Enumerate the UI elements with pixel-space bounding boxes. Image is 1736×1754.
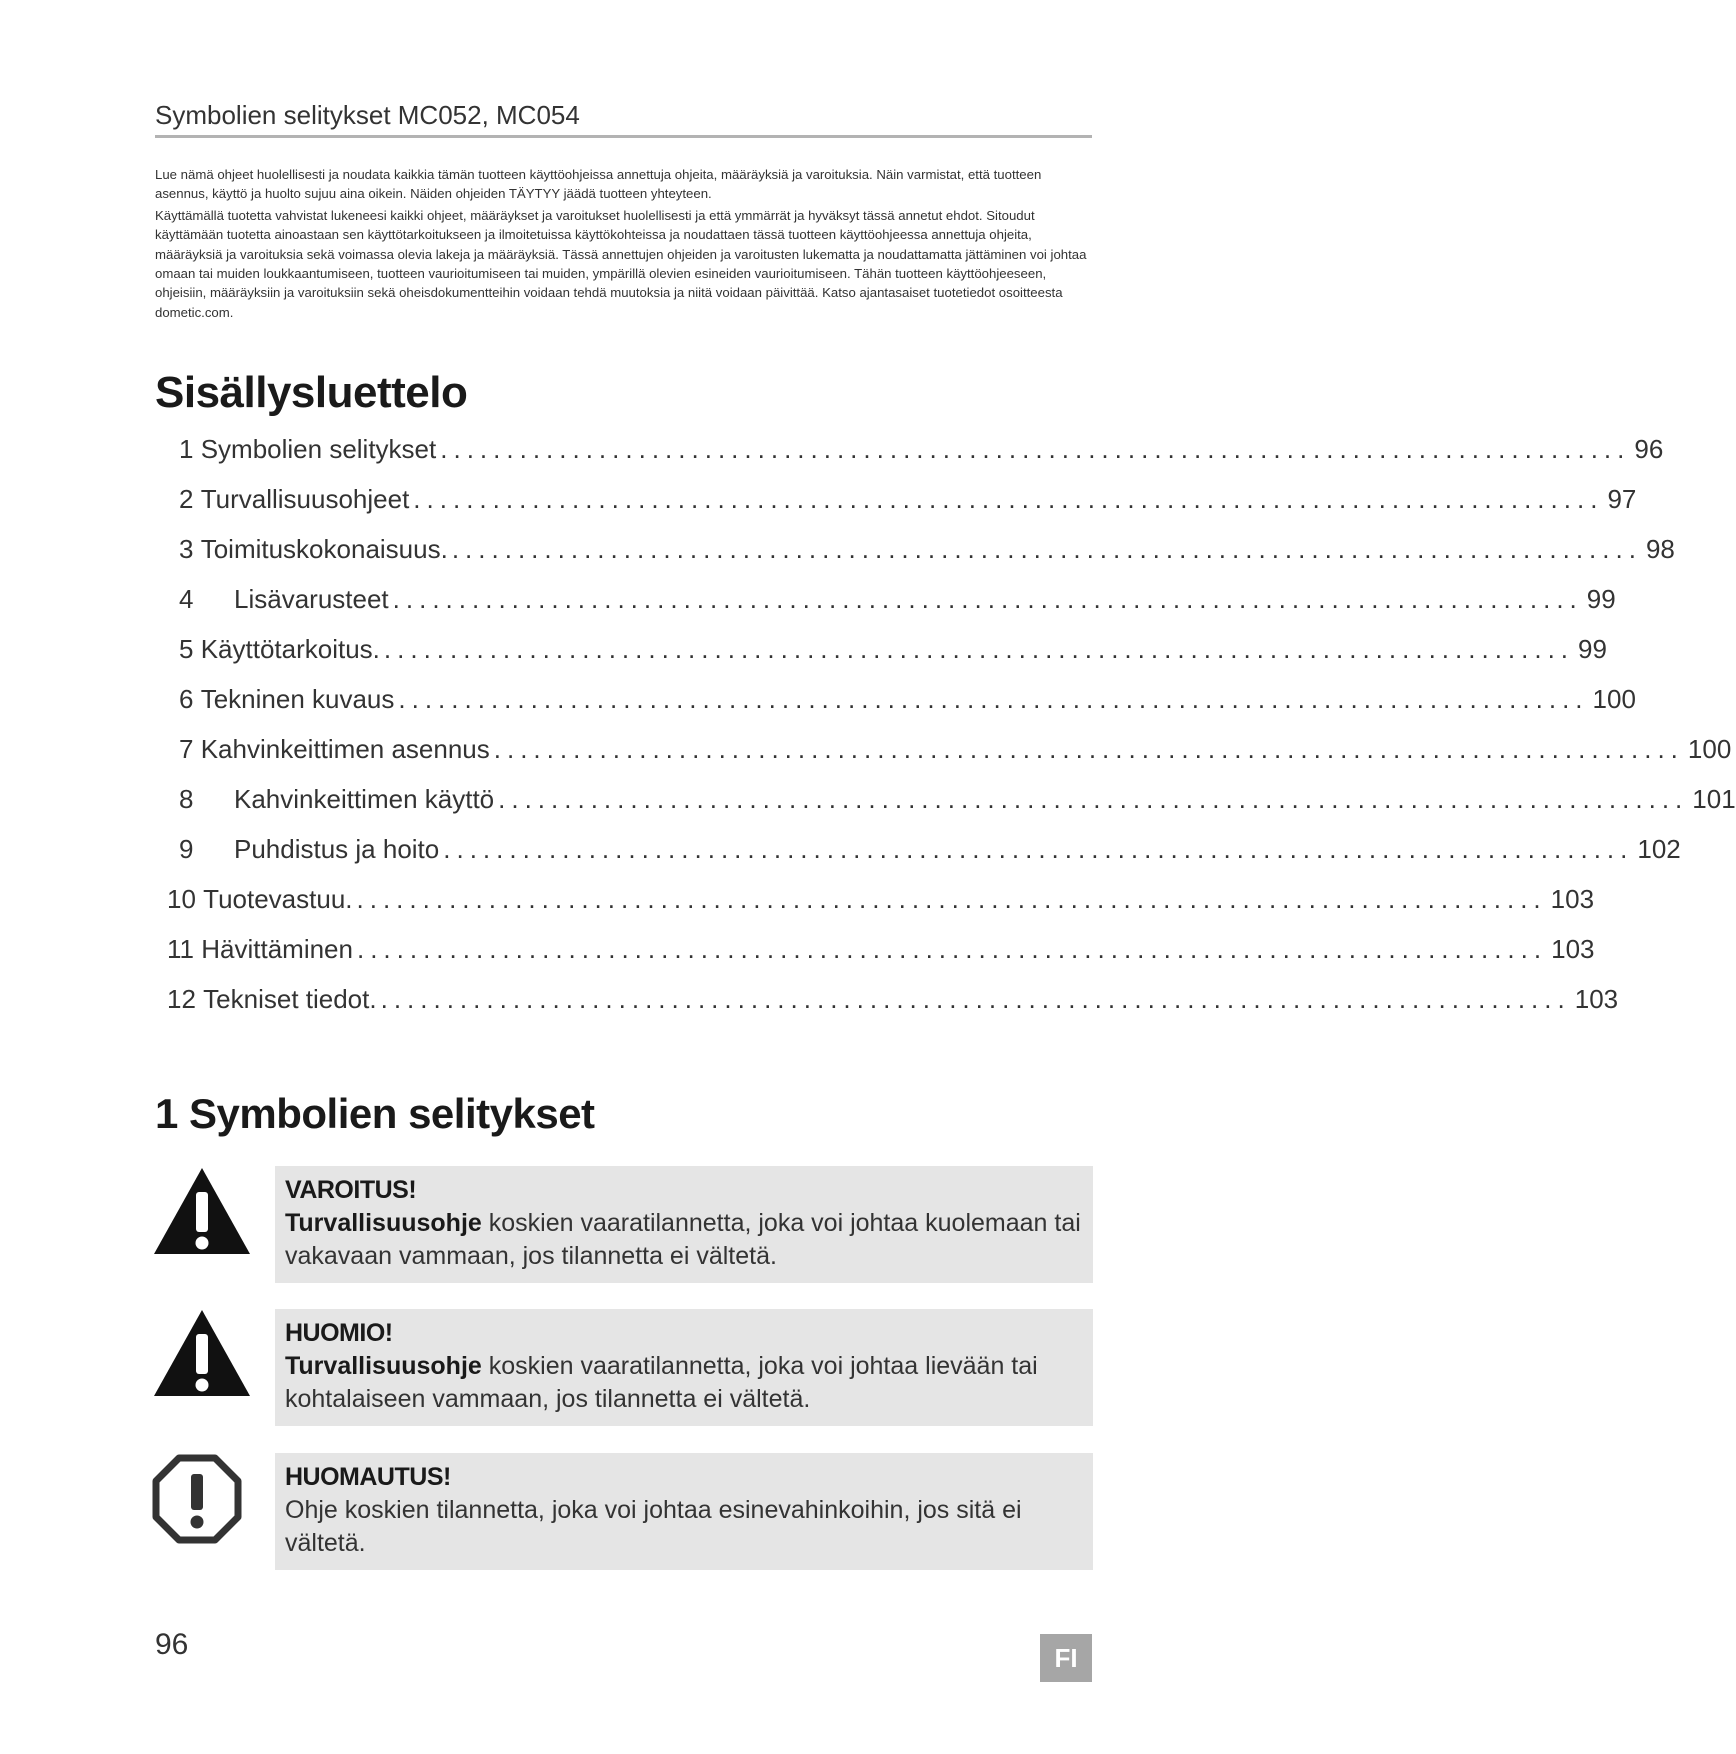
toc-entry-page: 103 — [1550, 884, 1595, 914]
toc-entry-page: 99 — [1586, 584, 1616, 614]
notice-strong-label: Turvallisuusohje — [285, 1209, 482, 1237]
toc-entry-page: 103 — [1551, 934, 1595, 964]
toc-entry[interactable] — [167, 984, 1619, 1020]
toc-leader: .......................................................................................... — [356, 934, 1548, 964]
toc-entry[interactable] — [167, 884, 1595, 920]
notice-title: HUOMAUTUS! — [285, 1463, 451, 1491]
notice-text: Ohje koskien tilannetta, joka voi johtaa esinevahinkoihin, jos sitä ei vältetä. — [285, 1496, 1022, 1557]
toc-entry-label: Tekninen kuvaus — [200, 684, 395, 714]
notice-text: koskien vaaratilannetta, joka voi johtaa lievään tai kohtalaiseen vammaan, jos tilannetta ei vältetä. — [285, 1352, 1038, 1413]
notice-body — [285, 1350, 1083, 1416]
notice-strong-label: Turvallisuusohje — [285, 1352, 482, 1380]
toc-entry-label: Tekniset tiedot. — [203, 984, 377, 1014]
toc-entry-page: 100 — [1592, 684, 1636, 714]
toc-entry[interactable] — [167, 934, 1595, 970]
toc-entry-number: 4 — [179, 584, 194, 614]
toc-entry-label: Toimituskokonaisuus. — [200, 534, 448, 564]
warning-triangle-icon — [152, 1166, 252, 1258]
toc-leader: .......................................................................................... — [398, 684, 1589, 714]
toc-entry-page: 99 — [1578, 634, 1607, 664]
toc-entry-page: 97 — [1607, 484, 1637, 514]
toc-entry[interactable] — [179, 584, 1616, 620]
toc-entry[interactable] — [179, 734, 1732, 770]
toc-leader: .......................................................................................... — [493, 734, 1684, 764]
page-header: Symbolien selitykset MC052, MC054 — [155, 100, 1092, 138]
toc-entry-label: Lisävarusteet — [234, 584, 389, 614]
toc-entry-page: 101 — [1692, 784, 1736, 814]
notice-text: koskien vaaratilannetta, joka voi johtaa kuolemaan tai vakavaan vammaan, jos tilannetta ei vältetä. — [285, 1209, 1081, 1270]
toc-entry-label: Kahvinkeittimen asennus — [200, 734, 490, 764]
toc-entry[interactable] — [179, 484, 1637, 520]
caution-triangle-icon — [152, 1308, 252, 1400]
notice-title: HUOMIO! — [285, 1319, 393, 1347]
notice-box — [275, 1453, 1093, 1570]
notice-title: VAROITUS! — [285, 1176, 417, 1204]
toc-entry-number: 9 — [179, 834, 194, 864]
toc-entry-label: Turvallisuusohjeet — [200, 484, 410, 514]
toc-entry-number: 7 — [179, 734, 194, 764]
toc-entry-number: 10 — [167, 884, 196, 914]
toc-leader: .......................................................................................... — [380, 984, 1571, 1014]
page-number: 96 — [155, 1628, 189, 1661]
toc-leader: .......................................................................................... — [443, 834, 1634, 864]
toc-entry-number: 5 — [179, 634, 194, 664]
toc-entry-number: 3 — [179, 534, 194, 564]
toc-entry[interactable] — [179, 684, 1636, 720]
toc-entry-label: Käyttötarkoitus. — [200, 634, 380, 664]
toc-leader: .......................................................................................... — [392, 584, 1583, 614]
notice-body — [285, 1494, 1083, 1560]
intro-paragraph: Käyttämällä tuotetta vahvistat lukeneesi kaikki ohjeet, määräykset ja varoitukset huolellisesti ja että ymmärrät ja hyväksyt tässä annetut ehdot. Sitoudut käyttämään tuotetta ainoastaan sen käyttötarkoitukseen ja ilmoitetuissa käyttökohteissa ja noudattaen tässä tuotteen käyttöohjeessa annettuja ohjeita, määräyksiä ja varoituksia sekä voimassa olevia lakeja ja määräyksiä. Tässä annettujen ohjeiden ja varoitusten lukematta ja noudattamatta jättäminen voi johtaa omaan tai muiden loukkaantumiseen, tuotteen vaurioitumiseen tai muiden, ympärillä olevien esineiden vaurioitumiseen. Tähän tuotteen käyttöohjeeseen, ohjeisiin, määräyksiin ja varoituksiin sekä oheisdokumentteihin voidaan tehdä muutoksia ja niitä voidaan päivittää. Katso ajantasaiset tuotetiedot osoitteesta dometic.com. — [155, 207, 1087, 320]
toc-entry-number: 1 — [179, 434, 194, 464]
toc-leader: .......................................................................................... — [413, 484, 1604, 514]
toc-entry-label: Puhdistus ja hoito — [234, 834, 440, 864]
caution-notice — [275, 1309, 1093, 1426]
toc-entry-label: Hävittäminen — [201, 934, 353, 964]
toc-leader: .......................................................................................... — [356, 884, 1547, 914]
toc-entry-page: 100 — [1687, 734, 1732, 764]
toc-entry-number: 11 — [167, 934, 194, 964]
toc-entry-label: Tuotevastuu. — [203, 884, 353, 914]
toc-leader: .......................................................................................... — [440, 434, 1631, 464]
notice-octagon-icon — [152, 1454, 242, 1544]
toc-entry-number: 8 — [179, 784, 194, 814]
toc-entry-page: 102 — [1637, 834, 1681, 864]
toc-entry[interactable] — [179, 634, 1607, 670]
intro-paragraph: Lue nämä ohjeet huolellisesti ja noudata kaikkia tämän tuotteen käyttöohjeissa annettuja ohjeita, määräyksiä ja varoituksia. Näin varmistat, että tuotteen asennus, käyttö ja huolto sujuu aina oikein. Näiden ohjeiden TÄYTYY jäädä tuotteen yhteyteen. — [155, 167, 1042, 202]
toc-entry[interactable] — [179, 434, 1664, 470]
warning-notice — [275, 1166, 1093, 1283]
toc-title: Sisällysluettelo — [155, 368, 468, 417]
section-title: 1 Symbolien selitykset — [155, 1090, 595, 1137]
language-badge: FI — [1040, 1634, 1092, 1682]
toc-entry-page: 96 — [1634, 434, 1664, 464]
toc-entry-number: 2 — [179, 484, 194, 514]
toc-entry-page: 103 — [1574, 984, 1619, 1014]
toc-entry-label: Kahvinkeittimen käyttö — [234, 784, 495, 814]
toc-entry[interactable] — [179, 534, 1675, 570]
toc-leader: .......................................................................................... — [451, 534, 1642, 564]
toc-entry-number: 6 — [179, 684, 194, 714]
toc-entry-page: 98 — [1645, 534, 1675, 564]
toc-leader: .......................................................................................... — [498, 784, 1689, 814]
intro-text — [155, 165, 1092, 324]
toc-entry[interactable] — [179, 784, 1736, 820]
toc-entry-number: 12 — [167, 984, 196, 1014]
toc-leader: .......................................................................................... — [383, 634, 1575, 664]
toc-entry[interactable] — [179, 834, 1681, 870]
toc-entry-label: Symbolien selitykset — [200, 434, 437, 464]
notice-body — [285, 1207, 1083, 1273]
